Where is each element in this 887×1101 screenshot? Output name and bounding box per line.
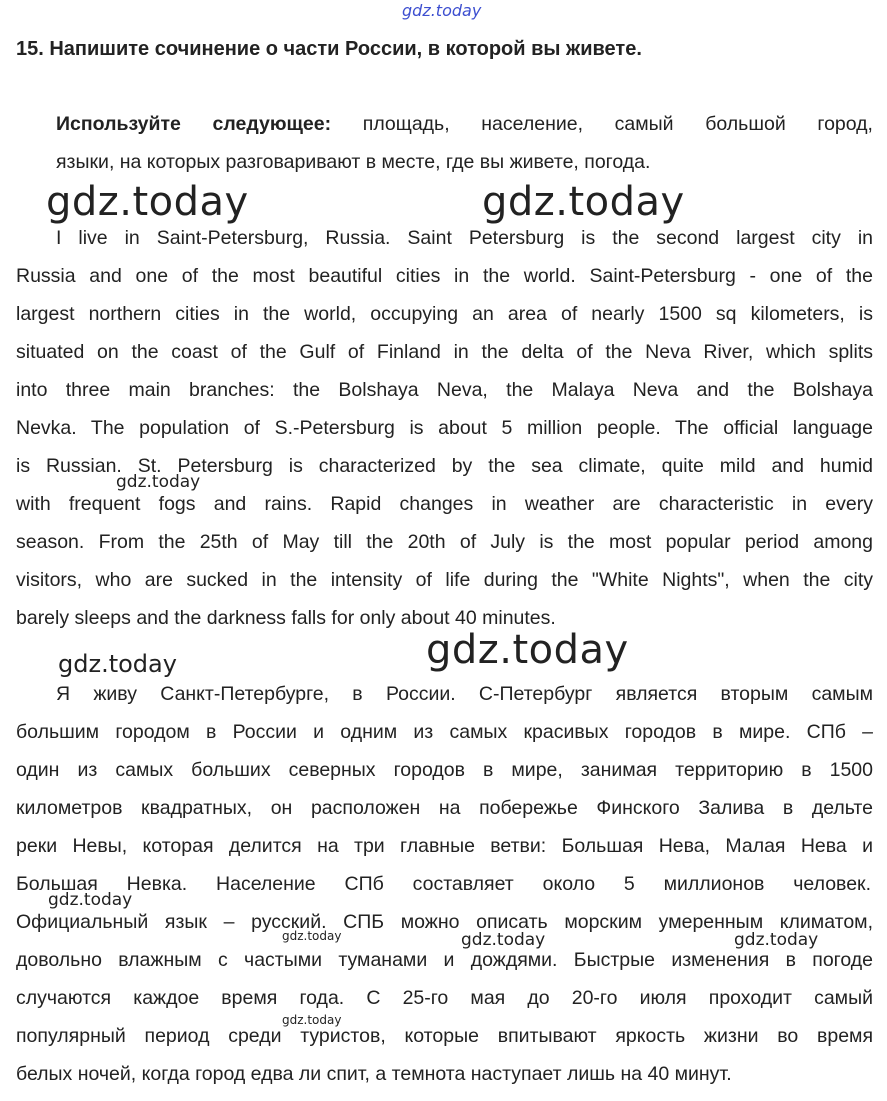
russian-line: белых ночей, когда город едва ли спит, а темнота наступает лишь на 40 минут. — [16, 1063, 732, 1085]
english-line: visitors, who are sucked in the intensity of life during the "White Nights", when the city — [16, 569, 873, 591]
russian-line: километров квадратных, он расположен на побережье Финского Залива в дельте — [16, 797, 873, 819]
task-instruction-line-1 — [56, 112, 873, 136]
watermark: gdz.today — [282, 929, 342, 943]
russian-line: популярный период среди туристов, которые впитывают яркость жизни во время — [16, 1025, 873, 1047]
russian-line: довольно влажным с частыми туманами и дождями. Быстрые изменения в погоде — [16, 949, 873, 971]
watermark: gdz.today — [482, 179, 685, 225]
russian-line: случаются каждое время года. С 25-го мая до 20-го июля проходит самый — [16, 987, 873, 1009]
english-line: into three main branches: the Bolshaya Neva, the Malaya Neva and the Bolshaya — [16, 379, 873, 401]
watermark: gdz.today — [461, 930, 546, 950]
english-line: situated on the coast of the Gulf of Finland in the delta of the Neva River, which splits — [16, 341, 873, 363]
watermark: gdz.today — [116, 472, 201, 492]
english-line: with frequent fogs and rains. Rapid changes in weather are characteristic in every — [16, 493, 873, 515]
instruction-text-1: площадь, население, самый большой город, — [331, 113, 873, 135]
watermark: gdz.today — [58, 650, 177, 678]
watermark: gdz.today — [46, 179, 249, 225]
english-line: Russia and one of the most beautiful cities in the world. Saint-Petersburg - one of the — [16, 265, 873, 287]
watermark: gdz.today — [426, 627, 629, 673]
russian-line: большим городом в России и одним из самых красивых городов в мире. СПб – — [16, 721, 873, 743]
russian-line: Большая Невка. Население СПб составляет около 5 миллионов человек. — [16, 873, 871, 895]
russian-line: Я живу Санкт-Петербурге, в России. С-Петербург является вторым самым — [56, 683, 873, 705]
task-instruction-line-2: языки, на которых разговаривают в месте, где вы живете, погода. — [56, 151, 651, 173]
watermark: gdz.today — [282, 1013, 342, 1027]
english-line: season. From the 25th of May till the 20th of July is the most popular period among — [16, 531, 873, 553]
watermark: gdz.today — [734, 930, 819, 950]
english-line: barely sleeps and the darkness falls for only about 40 minutes. — [16, 607, 556, 629]
english-line: is Russian. St. Petersburg is characterized by the sea climate, quite mild and humid — [16, 455, 873, 477]
russian-line: реки Невы, которая делится на три главные ветви: Большая Нева, Малая Нева и — [16, 835, 873, 857]
russian-line: один из самых больших северных городов в мире, занимая территорию в 1500 — [16, 759, 873, 781]
instruction-label: Используйте следующее: — [56, 113, 332, 135]
english-line: largest northern cities in the world, occupying an area of nearly 1500 sq kilometers, is — [16, 303, 873, 325]
english-line: Nevka. The population of S.-Petersburg is about 5 million people. The official language — [16, 417, 873, 439]
english-line: I live in Saint-Petersburg, Russia. Saint Petersburg is the second largest city in — [56, 227, 873, 249]
russian-line: Официальный язык – русский. СПБ можно описать морским умеренным климатом, — [16, 911, 873, 933]
watermark: gdz.today — [48, 890, 133, 910]
watermark-top: gdz.today — [402, 1, 482, 20]
task-title: 15. Напишите сочинение о части России, в которой вы живете. — [16, 38, 642, 60]
